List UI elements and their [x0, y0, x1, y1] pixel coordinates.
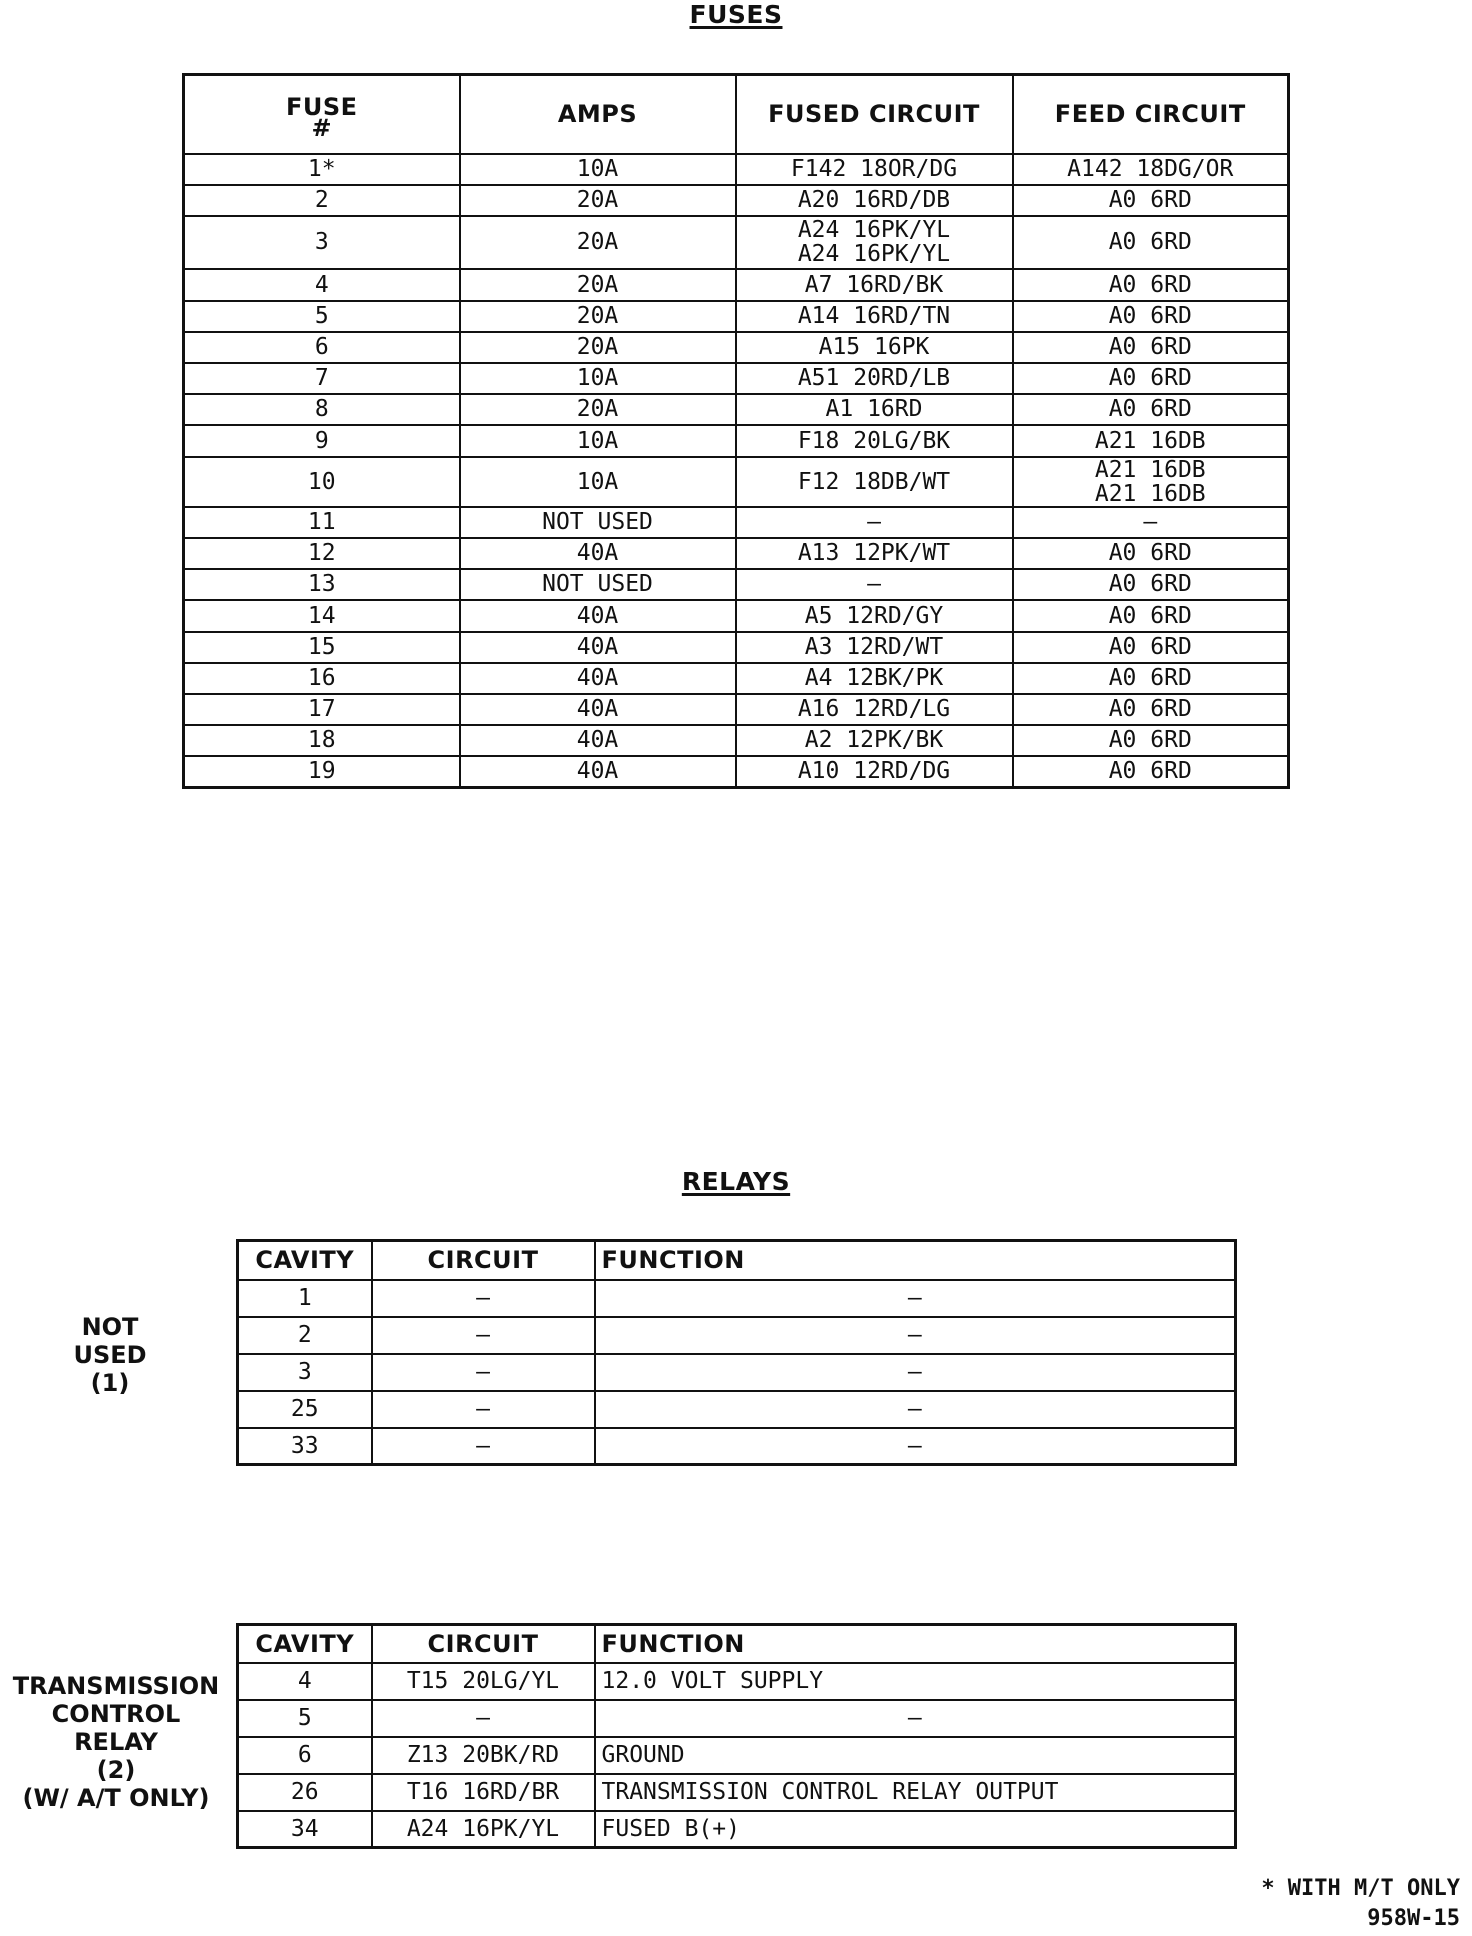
fuse-row — [184, 756, 1289, 788]
label-line: CONTROL — [51, 1700, 181, 1728]
fuse-row — [184, 725, 1289, 756]
fused-circuit: A7 16RD/BK — [736, 269, 1013, 301]
relay-cavity: 6 — [238, 1737, 372, 1774]
relay-circuit: – — [372, 1391, 595, 1428]
fused-circuit: A20 16RD/DB — [736, 185, 1013, 216]
fuse-amps: 40A — [460, 663, 736, 694]
fuse-number: 17 — [184, 694, 460, 725]
fuse-row — [184, 569, 1289, 600]
fuse-number: 14 — [184, 600, 460, 632]
label-line: (W/ A/T ONLY) — [22, 1784, 210, 1812]
fuse-amps: 20A — [460, 269, 736, 301]
feed-circuit: A0 6RD — [1013, 185, 1289, 216]
relay-row — [238, 1663, 1236, 1700]
fuse-row — [184, 600, 1289, 632]
feed-circuit: A0 6RD — [1013, 301, 1289, 332]
fuse-amps: 40A — [460, 756, 736, 788]
fuse-row — [184, 269, 1289, 301]
label-line: USED — [73, 1341, 147, 1369]
relay-row — [238, 1774, 1236, 1811]
figure-code: 958W-15 — [1367, 1906, 1460, 1931]
relay-function: GROUND — [595, 1737, 1236, 1774]
circuit-header: CIRCUIT — [372, 1625, 595, 1663]
fuse-number: 15 — [184, 632, 460, 663]
relay-circuit: T16 16RD/BR — [372, 1774, 595, 1811]
fuse-row — [184, 694, 1289, 725]
relay-function: TRANSMISSION CONTROL RELAY OUTPUT — [595, 1774, 1236, 1811]
not-used-label — [60, 1313, 160, 1397]
label-line: (2) — [96, 1756, 136, 1784]
cavity-header: CAVITY — [238, 1625, 372, 1663]
fuse-number: 12 — [184, 538, 460, 569]
relay-cavity: 33 — [238, 1428, 372, 1465]
fuse-amps: 10A — [460, 363, 736, 394]
fuse-amps: 10A — [460, 154, 736, 185]
fuse-row — [184, 425, 1289, 457]
feed-circuit: A0 6RD — [1013, 269, 1289, 301]
fuse-number: 9 — [184, 425, 460, 457]
label-line: RELAY — [74, 1728, 158, 1756]
fused-circuit: A10 12RD/DG — [736, 756, 1013, 788]
fused-circuit: A2 12PK/BK — [736, 725, 1013, 756]
feed-circuit: A0 6RD — [1013, 663, 1289, 694]
fuse-number: 11 — [184, 507, 460, 538]
transmission-relay-label — [0, 1672, 232, 1812]
fuse-amps: 20A — [460, 301, 736, 332]
feed-circuit-header: FEED CIRCUIT — [1013, 75, 1289, 154]
fuse-number: 10 — [184, 457, 460, 507]
fuse-number: 5 — [184, 301, 460, 332]
fuse-row — [184, 632, 1289, 663]
fuse-number: 7 — [184, 363, 460, 394]
relay-circuit: A24 16PK/YL — [372, 1811, 595, 1848]
footnote: * WITH M/T ONLY — [1261, 1876, 1460, 1901]
relay-row — [238, 1428, 1236, 1465]
feed-circuit: A0 6RD — [1013, 569, 1289, 600]
fuse-amps: 20A — [460, 185, 736, 216]
fuse-table — [182, 73, 1290, 789]
feed-circuit: A21 16DB — [1013, 425, 1289, 457]
fused-circuit: F18 20LG/BK — [736, 425, 1013, 457]
fuse-row — [184, 538, 1289, 569]
fuse-row — [184, 663, 1289, 694]
fuse-number: 18 — [184, 725, 460, 756]
relay-row — [238, 1317, 1236, 1354]
relay-circuit: – — [372, 1700, 595, 1737]
relay-cavity: 5 — [238, 1700, 372, 1737]
relay-row — [238, 1280, 1236, 1317]
relay-cavity: 34 — [238, 1811, 372, 1848]
feed-circuit: A0 6RD — [1013, 332, 1289, 363]
relay-row — [238, 1811, 1236, 1848]
label-line: TRANSMISSION — [12, 1672, 220, 1700]
feed-circuit — [1013, 457, 1289, 507]
relay-circuit: T15 20LG/YL — [372, 1663, 595, 1700]
fuse-number: 3 — [184, 216, 460, 269]
relay-function: – — [595, 1700, 1236, 1737]
relay-circuit: – — [372, 1317, 595, 1354]
feed-circuit: A0 6RD — [1013, 363, 1289, 394]
relay-row — [238, 1737, 1236, 1774]
relay-circuit: – — [372, 1354, 595, 1391]
fuse-row — [184, 185, 1289, 216]
fuse-number: 4 — [184, 269, 460, 301]
function-header: FUNCTION — [595, 1625, 1236, 1663]
amps-header: AMPS — [460, 75, 736, 154]
relay-cavity: 26 — [238, 1774, 372, 1811]
feed-circuit: A0 6RD — [1013, 694, 1289, 725]
fused-circuit: A51 20RD/LB — [736, 363, 1013, 394]
feed-circuit: A0 6RD — [1013, 394, 1289, 425]
relay-not-used-table — [236, 1239, 1237, 1466]
relay-function: – — [595, 1354, 1236, 1391]
fuse-amps: 20A — [460, 332, 736, 363]
fused-circuit: A15 16PK — [736, 332, 1013, 363]
relay-circuit: – — [372, 1428, 595, 1465]
fused-circuit: A16 12RD/LG — [736, 694, 1013, 725]
feed-circuit: A0 6RD — [1013, 538, 1289, 569]
feed-circuit: A0 6RD — [1013, 600, 1289, 632]
fuse-row — [184, 363, 1289, 394]
feed-circuit: – — [1013, 507, 1289, 538]
relay-circuit: – — [372, 1280, 595, 1317]
fuse-row — [184, 507, 1289, 538]
fused-circuit: F142 18OR/DG — [736, 154, 1013, 185]
fuse-amps: 40A — [460, 600, 736, 632]
relay-cavity: 2 — [238, 1317, 372, 1354]
fused-circuit: – — [736, 507, 1013, 538]
relay-cavity: 3 — [238, 1354, 372, 1391]
relay-row — [238, 1354, 1236, 1391]
fuse-amps: NOT USED — [460, 507, 736, 538]
fuse-row — [184, 332, 1289, 363]
feed-circuit-line: A21 16DB — [1094, 480, 1206, 507]
relay-function: FUSED B(+) — [595, 1811, 1236, 1848]
feed-circuit: A142 18DG/OR — [1013, 154, 1289, 185]
relay-function: – — [595, 1280, 1236, 1317]
fuse-amps: 40A — [460, 725, 736, 756]
fuse-amps: 40A — [460, 694, 736, 725]
fuse-number-header: FUSE # — [184, 75, 460, 154]
fuse-number: 8 — [184, 394, 460, 425]
fuse-number: 6 — [184, 332, 460, 363]
fused-circuit-line: A24 16PK/YL — [797, 241, 951, 267]
fused-circuit: A14 16RD/TN — [736, 301, 1013, 332]
relay-row — [238, 1700, 1236, 1737]
fused-circuit — [736, 216, 1013, 269]
feed-circuit: A0 6RD — [1013, 725, 1289, 756]
relay-cavity: 1 — [238, 1280, 372, 1317]
fuse-amps: 10A — [460, 425, 736, 457]
feed-circuit: A0 6RD — [1013, 216, 1289, 269]
fused-circuit-line: A24 16PK/YL — [797, 217, 951, 243]
fuse-number: 19 — [184, 756, 460, 788]
fuse-number: 2 — [184, 185, 460, 216]
fused-circuit-header: FUSED CIRCUIT — [736, 75, 1013, 154]
fuse-amps: 20A — [460, 394, 736, 425]
fuse-number: 13 — [184, 569, 460, 600]
fuse-number: 16 — [184, 663, 460, 694]
relay-transmission-table — [236, 1623, 1237, 1849]
fuse-amps: NOT USED — [460, 569, 736, 600]
fused-circuit: A5 12RD/GY — [736, 600, 1013, 632]
fuse-row — [184, 216, 1289, 269]
fuse-row — [184, 457, 1289, 507]
fuse-row — [184, 394, 1289, 425]
label-line: NOT — [81, 1313, 139, 1341]
cavity-header: CAVITY — [238, 1241, 372, 1280]
fuse-amps: 10A — [460, 457, 736, 507]
relay-function: – — [595, 1391, 1236, 1428]
fuse-amps: 40A — [460, 538, 736, 569]
fused-circuit: A1 16RD — [736, 394, 1013, 425]
fuse-row — [184, 154, 1289, 185]
fused-circuit: – — [736, 569, 1013, 600]
fuse-amps: 40A — [460, 632, 736, 663]
relay-circuit: Z13 20BK/RD — [372, 1737, 595, 1774]
feed-circuit: A0 6RD — [1013, 632, 1289, 663]
relay-cavity: 4 — [238, 1663, 372, 1700]
fuses-title: FUSES — [689, 0, 783, 29]
feed-circuit: A0 6RD — [1013, 756, 1289, 788]
circuit-header: CIRCUIT — [372, 1241, 595, 1280]
fuse-row — [184, 301, 1289, 332]
fused-circuit: A13 12PK/WT — [736, 538, 1013, 569]
fused-circuit: F12 18DB/WT — [736, 457, 1013, 507]
fused-circuit: A3 12RD/WT — [736, 632, 1013, 663]
relays-title: RELAYS — [681, 1167, 791, 1196]
function-header: FUNCTION — [595, 1241, 1236, 1280]
fuse-number: 1* — [184, 154, 460, 185]
feed-circuit-line: A21 16DB — [1094, 456, 1206, 483]
relay-function: – — [595, 1317, 1236, 1354]
relay-cavity: 25 — [238, 1391, 372, 1428]
relay-row — [238, 1391, 1236, 1428]
fused-circuit: A4 12BK/PK — [736, 663, 1013, 694]
label-line: (1) — [90, 1369, 130, 1397]
relay-function: 12.0 VOLT SUPPLY — [595, 1663, 1236, 1700]
relay-function: – — [595, 1428, 1236, 1465]
fuse-amps: 20A — [460, 216, 736, 269]
